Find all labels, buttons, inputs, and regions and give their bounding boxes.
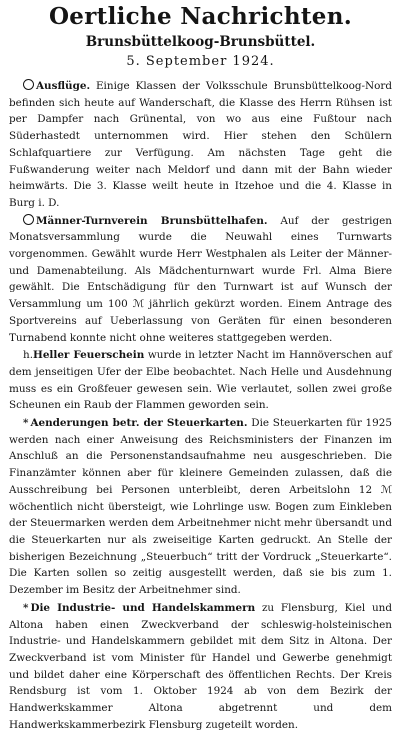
article-heading: Heller Feuerschein <box>33 349 145 362</box>
article-ausfluege <box>9 78 392 212</box>
circle-marker-icon <box>23 214 34 225</box>
article-heading: Die Industrie- und Handelskammern <box>30 601 256 614</box>
article-body: Einige Klassen der Volksschule Brunsbüttelkoog-Nord befinden sich heute auf Wanderschaft, die Klasse des Herrn Rühsen ist per Dampfer nach Grünental, von wo aus eine Fußtour nach Süderhastedt unternommen wird. Hier stehen den Schülern Schlafquartiere zur Verfügung. Am nächsten Tage geht die Fußwanderung weiter nach Meldorf und dann mit der Bahn wieder heimwärts. Die 3. Klasse weilt heute in Itzehoe und die 4. Klasse in Burg i. D. <box>9 80 392 209</box>
circle-marker-icon <box>23 79 34 90</box>
article-turnverein <box>9 213 392 347</box>
article-heading: Aenderungen betr. der Steuerkarten. <box>30 417 248 430</box>
location-subtitle: Brunsbüttelkoog-Brunsbüttel. <box>85 34 316 50</box>
asterisk-marker-icon: * <box>23 417 29 430</box>
article-body: Die Steuerkarten für 1925 werden nach einer Anweisung des Reichsministers der Finanzen im Anschluß an die Personenstandsaufnahme neu ausgeschrieben. Die Finanzämter können aber für kleinere Gemeinden zulassen, daß die Ausschreibung bei Personen unterbleibt, deren Arbeitslohn 12 ℳ wöchentlich nicht übersteigt, wie Lohrlinge usw. Bogen zum Einkleben der Steuermarken werden dem Arbeitnehmer nicht mehr übersandt und die Steuerkarten nur als zweiseitige Karten gedruckt. An Stelle der bisherigen Bezeichnung „Steuerbuch“ tritt der Vordruck „Steuerkarte“. Die Karten sollen so zeitig ausgestellt werden, daß sie bis zum 1. Dezember im Besitz der Arbeitnehmer sind. <box>9 417 392 597</box>
article-heading: Männer-Turnverein Brunsbüttelhafen. <box>36 214 268 227</box>
article-heading: Ausflüge. <box>36 80 91 92</box>
article-body: zu Flensburg, Kiel und Altona haben einen Zweckverband der schleswig-holsteinischen Industrie- und Handelskammern gebildet mit dem Sitz in Altona. Der Zweckverband ist vom Minister für Handel und Gewerbe genehmigt und bildet daher eine Körperschaft des öffentlichen Rechts. Der Kreis Rendsburg ist vom 1. Oktober 1924 ab von dem Bezirk der Handwerkskammer Altona abgetrennt und dem Handwerkskammerbezirk Flensburg zugeteilt worden. <box>9 601 392 731</box>
dateline: 5. September 1924. <box>126 54 275 69</box>
article-body: Auf der gestrigen Monatsversammlung wurde die Neuwahl eines Turnwarts vorgenommen. Gewählt wurde Herr Westphalen als Leiter der Männer- und Damenabteilung. Als Mädchenturnwart wurde Frl. Alma Biere gewählt. Die Entschädigung für den Turnwart ist auf Wunsch der Versammlung um 100 ℳ jährlich gekürzt worden. Einem Antrage des Sportvereins auf Ueberlassung von Geräten für einen besonderen Turnabend konnte nicht ohne weiteres stattgegeben werden. <box>9 214 392 344</box>
article-body: wurde in letzter Nacht im Hannöverschen auf dem jenseitigen Ufer der Elbe beobachtet. Nach Helle und Ausdehnung muss es ein Großfeuer gewesen sein. Wie verlautet, sollen zwei große Scheunen ein Raub der Flammen geworden sein. <box>9 349 392 412</box>
article-handelskammern <box>9 600 392 733</box>
section-title: Oertliche Nachrichten. <box>48 3 353 30</box>
asterisk-marker-icon: * <box>23 601 29 614</box>
correspondent-marker: h. <box>23 349 33 362</box>
article-feuerschein <box>9 347 392 414</box>
article-steuerkarten <box>9 415 392 599</box>
